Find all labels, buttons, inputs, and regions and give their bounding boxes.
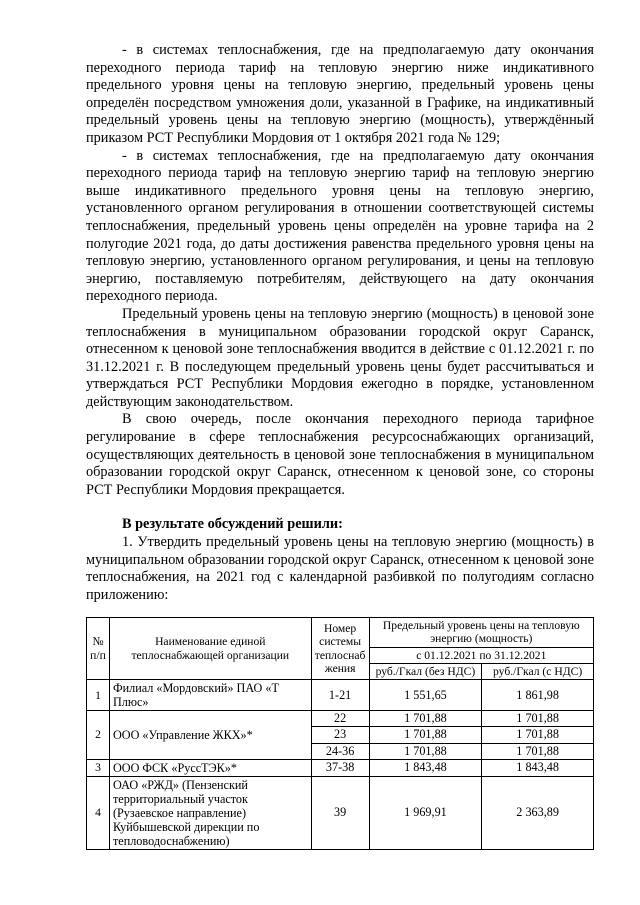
paragraph-1: - в системах теплоснабжения, где на предполагаемую дату окончания переходного периода тариф на тепловую энергию ниже индикативного предельного уровня цены на тепловую энергию, предельный уровень цены определён посредством умножения доли, указанной в Графике, на индикативный предельный уровень цены на тепловую энергию (мощность), утверждённый приказом РСТ Республики Мордовия от 1 октября 2021 года № 129; xyxy=(86,42,594,146)
row-org: ООО ФСК «РуссТЭК»* xyxy=(109,760,311,777)
row-system: 24-36 xyxy=(311,743,369,759)
row-num: 4 xyxy=(87,777,110,850)
row-num: 1 xyxy=(87,680,110,711)
row-price-vat: 1 861,98 xyxy=(482,680,594,711)
header-system: Номер системы теплоснаб жения xyxy=(311,618,369,680)
row-system: 23 xyxy=(311,727,369,743)
row-price-vat: 1 701,88 xyxy=(482,711,594,727)
decision-paragraph: 1. Утвердить предельный уровень цены на тепловую энергию (мощность) в муниципальном образовании городской округ Саранск, отнесенном к ценовой зоне теплоснабжения, на 2021 год с календарной разбивкой по полугодиям согласно приложению: xyxy=(86,534,594,603)
header-vat: руб./Гкал (с НДС) xyxy=(482,663,594,679)
row-system: 39 xyxy=(311,777,369,850)
row-system: 37-38 xyxy=(311,760,369,777)
paragraph-4: В свою очередь, после окончания переходного периода тарифное регулирование в сфере теплоснабжения ресурсоснабжающих организаций, осуществляющих деятельность в ценовой зоне теплоснабжения в муниципальном образовании городской округ Саранск, отнесенном к ценовой зоне, со стороны РСТ Республики Мордовия прекращается. xyxy=(86,411,594,498)
row-system: 22 xyxy=(311,711,369,727)
row-price-no-vat: 1 843,48 xyxy=(369,760,482,777)
row-price-no-vat: 1 701,88 xyxy=(369,711,482,727)
header-period: с 01.12.2021 по 31.12.2021 xyxy=(369,647,593,663)
table-row xyxy=(87,777,594,850)
table-row xyxy=(87,711,594,727)
header-limit: Предельный уровень цены на тепловую энергию (мощность) xyxy=(369,618,593,648)
table-row xyxy=(87,680,594,711)
row-org: ОАО «РЖД» (Пензенский территориальный участок (Рузаевское направление) Куйбышевской дирекции по тепловодоснабжению) xyxy=(109,777,311,850)
row-price-vat: 1 701,88 xyxy=(482,743,594,759)
paragraph-2: - в системах теплоснабжения, где на предполагаемую дату окончания переходного периода тариф на тепловую энергию тариф на тепловую энергию выше индикативного предельного уровня цены на тепловую энергию, установленного органом регулирования в отношении соответствующей системы теплоснабжения, предельный уровень цены определён на уровне тарифа на 2 полугодие 2021 года, до даты достижения равенства предельного уровня цены на тепловую энергию, установленного органом регулирования, и цены на тепловую энергию, поставляемую потребителям, действующего на дату окончания переходного периода. xyxy=(86,147,594,305)
decision-heading: В результате обсуждений решили: xyxy=(122,516,343,533)
row-price-no-vat: 1 701,88 xyxy=(369,727,482,743)
header-org: Наименование единой теплоснабжающей организации xyxy=(109,618,311,680)
row-price-vat: 1 843,48 xyxy=(482,760,594,777)
row-org: ООО «Управление ЖКХ»* xyxy=(109,711,311,760)
row-price-no-vat: 1 551,65 xyxy=(369,680,482,711)
header-num: № п/п xyxy=(87,618,110,680)
row-org: Филиал «Мордовский» ПАО «Т Плюс» xyxy=(109,680,311,711)
paragraph-3: Предельный уровень цены на тепловую энергию (мощность) в ценовой зоне теплоснабжения в муниципальном образовании городской округ Саранск, отнесенном к ценовой зоне теплоснабжения вводится в действие с 01.12.2021 г. по 31.12.2021 г. В последующем предельный уровень цены будет рассчитываться и утверждаться РСТ Республики Мордовия ежегодно в порядке, установленном действующим законодательством. xyxy=(86,305,594,410)
row-price-no-vat: 1 701,88 xyxy=(369,743,482,759)
row-price-vat: 1 701,88 xyxy=(482,727,594,743)
document-body xyxy=(86,42,594,604)
row-system: 1-21 xyxy=(311,680,369,711)
row-price-vat: 2 363,89 xyxy=(482,777,594,850)
row-price-no-vat: 1 969,91 xyxy=(369,777,482,850)
price-limit-table xyxy=(86,617,594,850)
row-num: 2 xyxy=(87,711,110,760)
header-no-vat: руб./Гкал (без НДС) xyxy=(369,663,482,679)
table-row xyxy=(87,760,594,777)
row-num: 3 xyxy=(87,760,110,777)
